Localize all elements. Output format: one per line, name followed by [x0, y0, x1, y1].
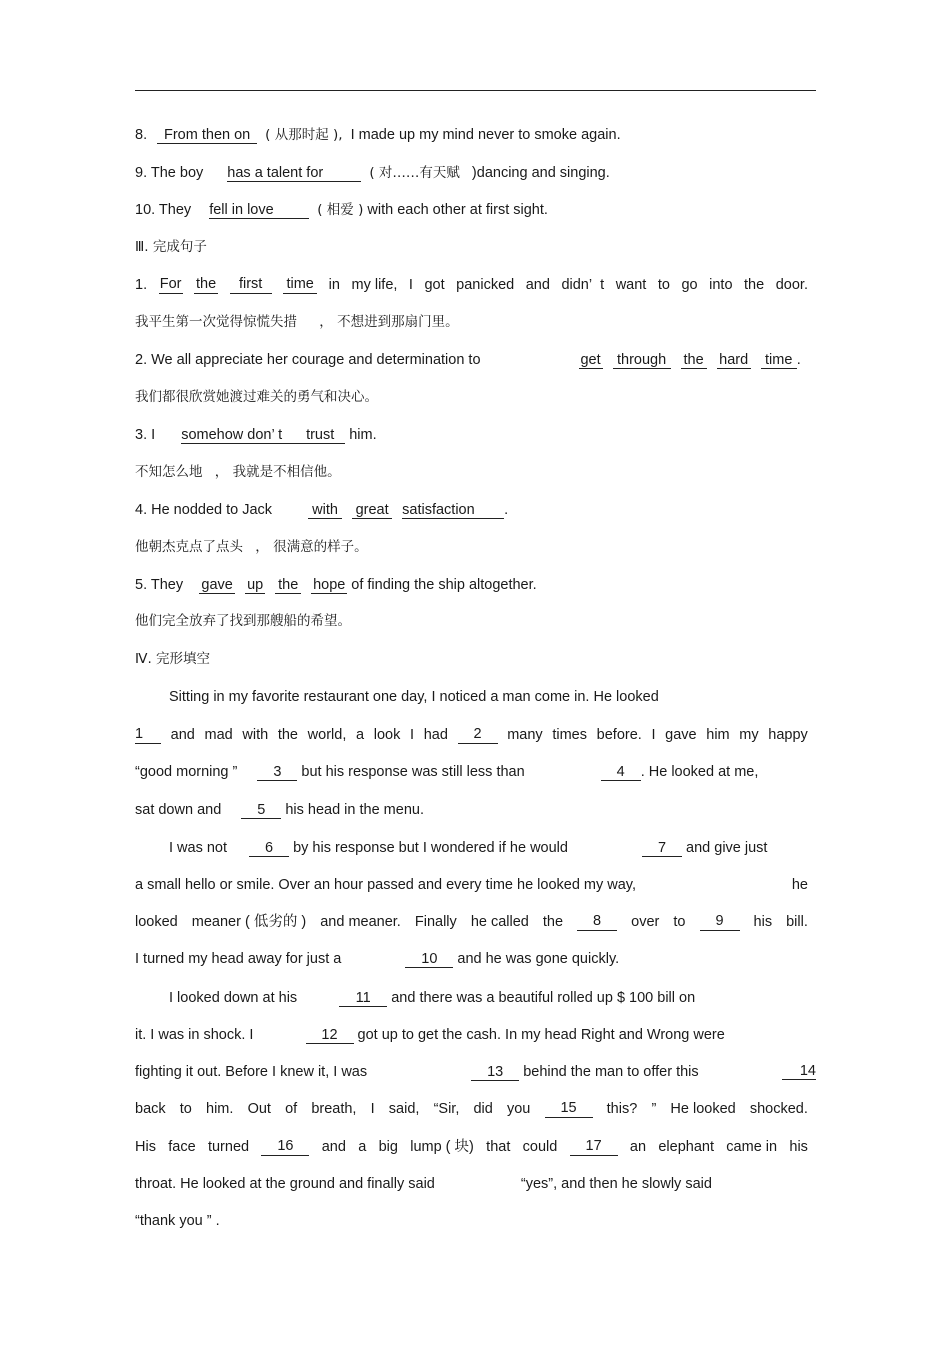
word: in — [328, 277, 340, 293]
passage-line — [169, 989, 695, 1007]
word: breath, — [311, 1101, 357, 1117]
item-number: 1. — [135, 277, 148, 293]
word: meaner ( 低劣的 ) — [191, 914, 307, 930]
phrase-item-10 — [135, 201, 548, 219]
section-heading: Ⅳ. 完形填空 — [135, 651, 211, 667]
word: His — [135, 1139, 156, 1155]
word — [561, 276, 604, 294]
answer-blank: first — [230, 276, 272, 294]
sentence-text: and he was gone quickly. — [457, 951, 620, 967]
word: he — [791, 877, 808, 893]
answer-blank: time — [283, 276, 317, 294]
passage-line — [135, 876, 808, 894]
answer-blank: up — [247, 577, 264, 593]
sentence-text: behind the man to offer this — [523, 1064, 699, 1080]
sentence-text: throat. He looked at the ground and finally said — [135, 1176, 435, 1192]
sentence-text: . He looked at me, — [640, 764, 759, 780]
sentence-text: a small hello or smile. Over an hour passed and every time he looked my way, — [135, 877, 637, 893]
word: an — [629, 1139, 647, 1155]
word: to — [179, 1101, 192, 1117]
word: before. — [596, 727, 642, 743]
sentence-text: fighting it out. Before I knew it, I was — [135, 1064, 368, 1080]
sentence-2-english — [135, 351, 801, 369]
sentence-text: sat down and — [135, 802, 222, 818]
word: my — [739, 727, 759, 743]
word: times — [552, 727, 587, 743]
cloze-blank-2: 2 — [458, 726, 498, 744]
answer-blank: fell in love — [209, 202, 309, 219]
word: into — [709, 277, 733, 293]
word: said, — [388, 1101, 420, 1117]
word: him. — [206, 1101, 234, 1117]
word: turned — [207, 1139, 250, 1155]
word: door. — [775, 277, 808, 293]
sentence-5-chinese: 他们完全放弃了找到那艘船的希望。 — [135, 613, 351, 629]
word: look — [373, 727, 401, 743]
word: want — [615, 277, 647, 293]
chinese-hint: ( 从那时起 ), — [265, 127, 343, 143]
sentence-text: it. I was in shock. I — [135, 1027, 254, 1043]
answer-blank: the — [681, 352, 707, 369]
sentence-text: I turned my head away for just a — [135, 951, 342, 967]
answer-blank: through — [613, 352, 671, 369]
passage-line — [135, 801, 424, 819]
passage-line — [169, 839, 767, 857]
word: my life, — [351, 277, 398, 293]
sentence-text: “yes”, and then he slowly said — [520, 1176, 712, 1192]
answer-blank: has a talent for — [227, 165, 361, 182]
answer-blank: gave — [199, 577, 235, 594]
passage-line: Sitting in my favorite restaurant one day, I noticed a man come in. He looked — [169, 689, 659, 705]
cloze-blank-4: 4 — [601, 764, 641, 781]
answer-blank: For — [159, 276, 182, 292]
word-part: ’ — [588, 277, 593, 293]
cloze-blank-12: 12 — [306, 1027, 354, 1044]
sentence-1-chinese — [135, 313, 459, 331]
sentence-2-chinese: 我们都很欣赏她渡过难关的勇气和决心。 — [135, 389, 378, 405]
chinese-hint: ( 相爱 ) — [317, 202, 364, 218]
word: the — [542, 914, 564, 930]
sentence-4-english — [135, 501, 508, 519]
word: elephant — [658, 1139, 714, 1155]
sentence-1-english — [135, 276, 808, 294]
sentence-5-english — [135, 576, 537, 594]
word: the — [277, 727, 299, 743]
word: to — [673, 914, 686, 930]
cloze-blank-14: 14 — [782, 1063, 816, 1080]
word: I — [651, 727, 656, 743]
item-number: 8. — [135, 127, 148, 143]
word: did — [473, 1101, 493, 1117]
word: “Sir, — [433, 1101, 460, 1117]
word: got — [424, 277, 445, 293]
chinese-text: 我平生第一次觉得惊慌失措 — [135, 314, 297, 330]
word: had — [423, 727, 448, 743]
word: world, — [307, 727, 347, 743]
word: happy — [768, 727, 808, 743]
cloze-blank-7: 7 — [642, 840, 682, 857]
sentence-text: 2. We all appreciate her courage and determination to — [135, 352, 481, 368]
passage-line — [135, 913, 808, 931]
word: him — [706, 727, 730, 743]
word: and meaner. — [320, 914, 401, 930]
sentence-text: got up to get the cash. In my head Right and Wrong were — [357, 1027, 725, 1043]
passage-line: “thank you ” . — [135, 1213, 220, 1229]
sentence-text: and there was a beautiful rolled up $ 100 bill on — [391, 990, 696, 1006]
passage-line — [135, 1175, 712, 1193]
cloze-blank-5: 5 — [241, 802, 281, 819]
answer-blank: somehow don’ t — [181, 427, 295, 444]
word: big — [378, 1139, 398, 1155]
punctuation: . — [796, 352, 801, 368]
word: looked — [135, 914, 178, 930]
word: he called — [470, 914, 529, 930]
quoted-text: “good morning ” — [135, 764, 238, 780]
word: could — [522, 1139, 558, 1155]
passage-line — [135, 726, 808, 744]
word: and — [170, 727, 195, 743]
cloze-blank-17: 17 — [570, 1138, 618, 1156]
passage-line — [135, 1063, 816, 1081]
sentence-text: I looked down at his — [169, 990, 298, 1006]
sentence-text: 9. The boy — [135, 165, 204, 181]
answer-blank: time — [761, 352, 797, 369]
chinese-text: 不知怎么地 — [135, 464, 203, 480]
word: his — [753, 914, 773, 930]
sentence-text: with each other at first sight. — [367, 202, 548, 218]
sentence-text: but his response was still less than — [301, 764, 525, 780]
cloze-blank-10: 10 — [405, 951, 453, 968]
passage-line — [135, 1100, 808, 1118]
word: back — [135, 1101, 166, 1117]
phrase-item-8 — [135, 126, 621, 144]
chinese-text: ， 很满意的样子。 — [255, 539, 368, 555]
word: with — [242, 727, 269, 743]
passage-line — [135, 1138, 808, 1156]
word-part: didn — [561, 277, 589, 293]
word: a — [358, 1139, 367, 1155]
sentence-3-chinese — [135, 463, 341, 481]
word-part: t — [600, 277, 605, 293]
answer-blank: trust — [295, 427, 345, 444]
sentence-4-chinese — [135, 538, 368, 556]
sentence-text: 5. They — [135, 577, 184, 593]
sentence-3-english — [135, 426, 377, 444]
cloze-blank-8: 8 — [577, 913, 617, 931]
word: came in — [726, 1139, 778, 1155]
chinese-hint: ( 对……有天赋 — [369, 165, 460, 181]
word: that — [486, 1139, 511, 1155]
chinese-text: ， 我就是不相信他。 — [214, 464, 341, 480]
header-rule — [135, 90, 816, 91]
word: I — [408, 277, 413, 293]
word: bill. — [786, 914, 808, 930]
word: panicked — [456, 277, 515, 293]
sentence-text: I made up my mind never to smoke again. — [350, 127, 621, 143]
phrase-item-9 — [135, 164, 610, 182]
word: Finally — [414, 914, 457, 930]
word: go — [681, 277, 698, 293]
passage-line — [135, 950, 619, 968]
sentence-text: and give just — [686, 840, 768, 856]
word: many — [507, 727, 543, 743]
word: lump ( 块) — [410, 1139, 474, 1155]
chinese-text: ， 不想进到那扇门里。 — [319, 314, 459, 330]
section-heading: Ⅲ. 完成句子 — [135, 239, 207, 255]
word: his — [789, 1139, 808, 1155]
cloze-blank-6: 6 — [249, 840, 289, 857]
word: He looked — [670, 1101, 736, 1117]
sentence-text: 4. He nodded to Jack — [135, 502, 273, 518]
sentence-text: his head in the menu. — [285, 802, 424, 818]
answer-blank: the — [196, 276, 217, 292]
sentence-text: him. — [349, 427, 377, 443]
sentence-text: 3. I — [135, 427, 156, 443]
word: a — [356, 727, 365, 743]
passage-line — [135, 763, 758, 781]
word: to — [657, 277, 670, 293]
cloze-blank-16: 16 — [261, 1138, 309, 1156]
word: I — [370, 1101, 375, 1117]
word: Out — [247, 1101, 271, 1117]
sentence-text: of finding the ship altogether. — [351, 577, 537, 593]
answer-blank: satisfaction — [402, 502, 504, 519]
cloze-blank-1: 1 — [135, 726, 161, 744]
answer-blank: get — [580, 352, 601, 368]
answer-blank: with — [308, 502, 342, 519]
cloze-blank-15: 15 — [545, 1100, 593, 1118]
word: over — [631, 914, 660, 930]
word: the — [744, 277, 765, 293]
cloze-blank-9: 9 — [700, 913, 740, 931]
sentence-text: I was not — [169, 840, 228, 856]
word: face — [168, 1139, 196, 1155]
answer-blank: From then on — [157, 127, 257, 144]
passage-line — [135, 1026, 725, 1044]
cloze-blank-3: 3 — [257, 764, 297, 781]
word: and — [321, 1139, 346, 1155]
answer-blank: great — [352, 502, 392, 519]
sentence-text: by his response but I wondered if he would — [293, 840, 568, 856]
word: and — [525, 277, 550, 293]
chinese-text: 他朝杰克点了点头 — [135, 539, 243, 555]
word: gave — [665, 727, 697, 743]
cloze-blank-13: 13 — [471, 1064, 519, 1081]
sentence-text: 10. They — [135, 202, 192, 218]
word: ” — [651, 1101, 657, 1117]
answer-blank: hard — [717, 352, 751, 369]
word: mad — [204, 727, 233, 743]
answer-blank: the — [275, 577, 301, 594]
word: I — [410, 727, 415, 743]
word: you — [506, 1101, 531, 1117]
sentence-text: )dancing and singing. — [471, 165, 610, 181]
word: of — [285, 1101, 298, 1117]
word: this? — [606, 1101, 638, 1117]
cloze-blank-11: 11 — [339, 990, 387, 1007]
word: shocked. — [749, 1101, 808, 1117]
answer-blank: hope — [313, 577, 346, 593]
punctuation: . — [504, 502, 509, 518]
